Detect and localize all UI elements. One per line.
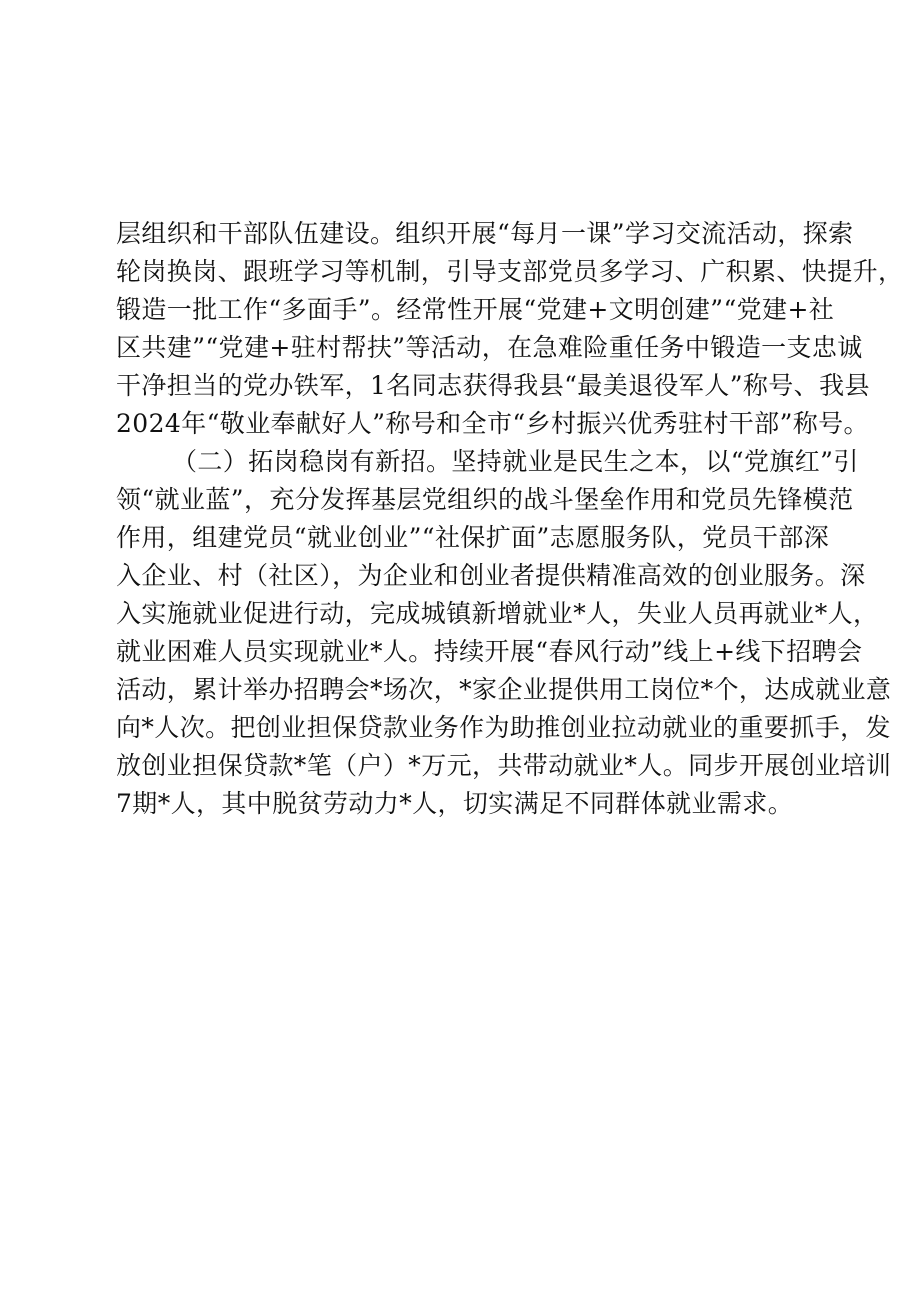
- paragraph-2-line: （二）拓岗稳岗有新招。坚持就业是民生之本，以“党旗红”引: [172, 447, 859, 476]
- paragraph-2-line: 活动，累计举办招聘会*场次，*家企业提供用工岗位*个，达成就业意: [116, 675, 892, 704]
- paragraph-2-line: 领“就业蓝”，充分发挥基层党组织的战斗堡垒作用和党员先锋模范: [116, 485, 854, 514]
- paragraph-2: [116, 443, 892, 823]
- paragraph-2-line: 入企业、村（社区），为企业和创业者提供精准高效的创业服务。深: [116, 561, 866, 590]
- paragraph-2-line: 作用，组建党员“就业创业”“社保扩面”志愿服务队，党员干部深: [116, 523, 830, 552]
- paragraph-1-line: 2024年“敬业奉献好人”称号和全市“乡村振兴优秀驻村干部”称号。: [116, 409, 869, 438]
- paragraph-1-line: 区共建”“党建+驻村帮扶”等活动，在急难险重任务中锻造一支忠诚: [116, 333, 863, 362]
- paragraph-1-line: 干净担当的党办铁军，1名同志获得我县“最美退役军人”称号、我县: [116, 371, 870, 400]
- paragraph-1-line: 轮岗换岗、跟班学习等机制，引导支部党员多学习、广积累、快提升，: [116, 257, 904, 286]
- paragraph-2-line: 放创业担保贷款*笔（户）*万元，共带动就业*人。同步开展创业培训: [116, 751, 892, 780]
- paragraph-1: [116, 215, 904, 443]
- paragraph-2-line: 向*人次。把创业担保贷款业务作为助推创业拉动就业的重要抓手，发: [116, 713, 891, 742]
- paragraph-2-line: 就业困难人员实现就业*人。持续开展“春风行动”线上+线下招聘会: [116, 637, 863, 666]
- body-text: [116, 215, 904, 823]
- paragraph-1-line: 层组织和干部队伍建设。组织开展“每月一课”学习交流活动，探索: [116, 219, 854, 248]
- paragraph-2-line: 7期*人，其中脱贫劳动力*人，切实满足不同群体就业需求。: [116, 789, 794, 818]
- paragraph-1-line: 锻造一批工作“多面手”。经常性开展“党建+文明创建”“党建+社: [116, 295, 835, 324]
- paragraph-2-line: 入实施就业促进行动，完成城镇新增就业*人，失业人员再就业*人，: [116, 599, 879, 628]
